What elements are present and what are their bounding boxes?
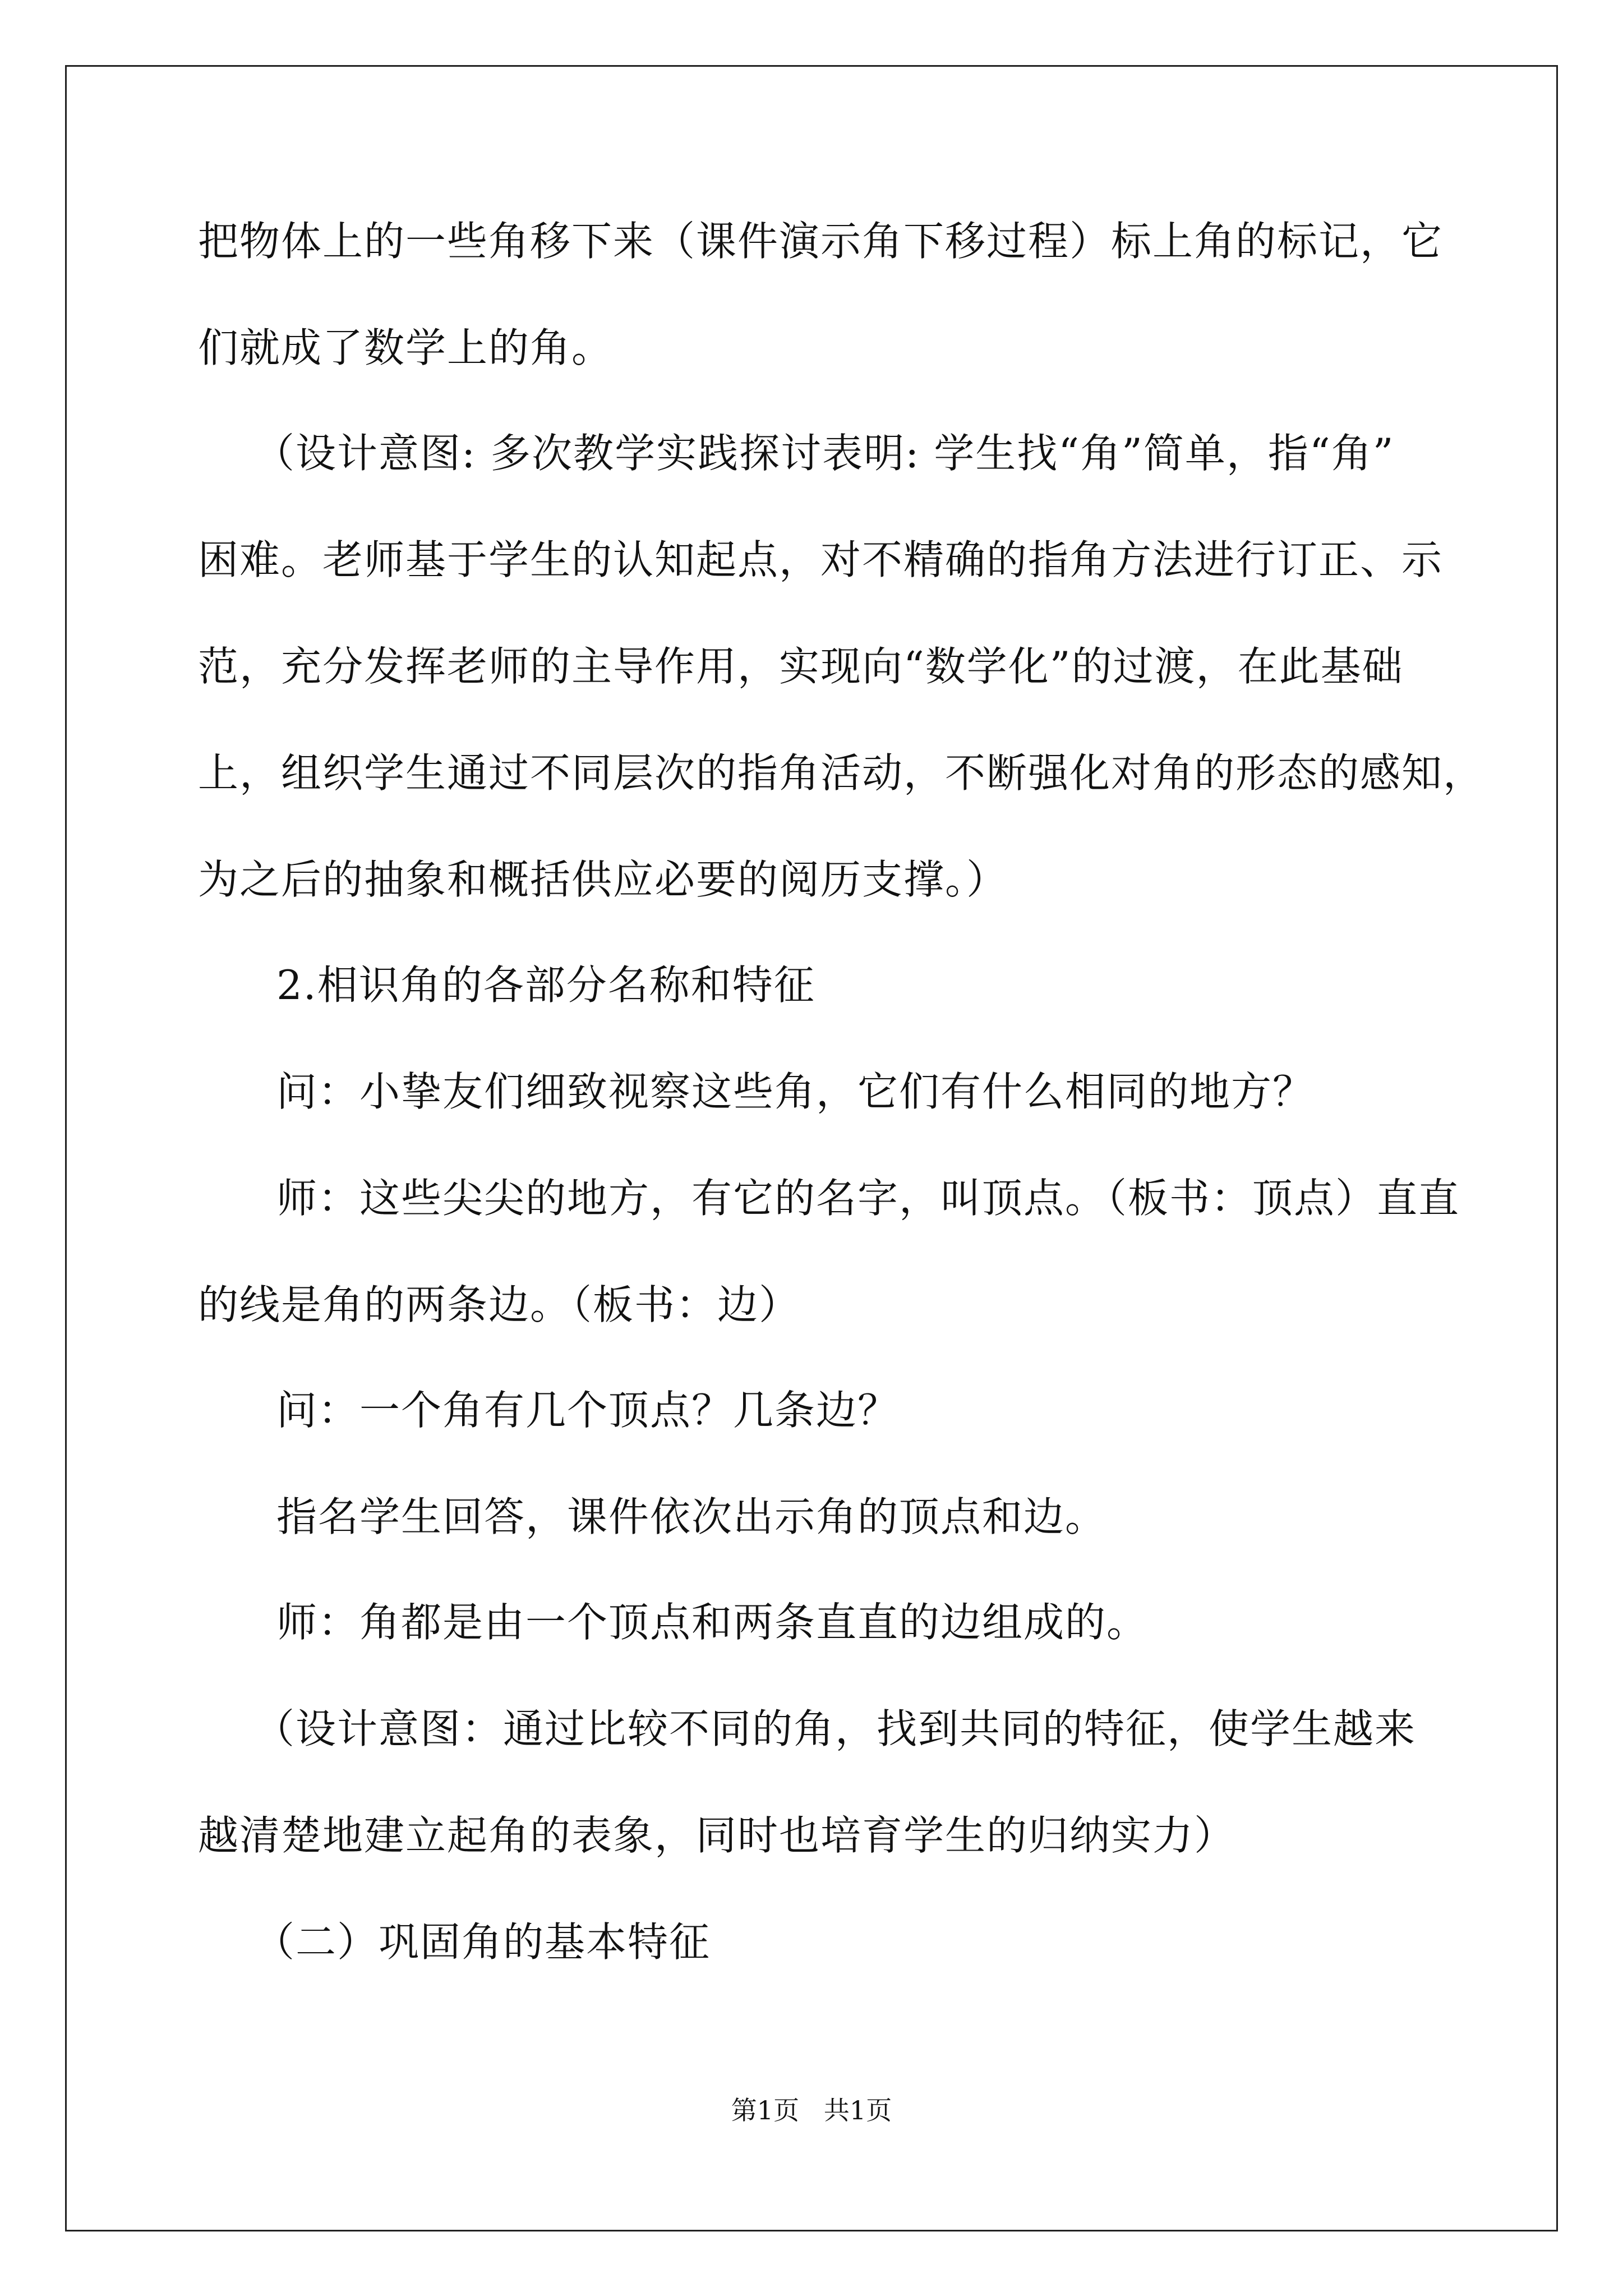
text-line: 越清楚地建立起角的表象，同时也培育学生的归纳实力） xyxy=(198,1812,1236,1859)
section-heading: 2.相识角的各部分名称和特征 xyxy=(276,961,815,1009)
page-border xyxy=(65,65,1558,2231)
text-line: 问：小挚友们细致视察这些角，它们有什么相同的地方？ xyxy=(276,1068,1315,1115)
text-line: 师：这些尖尖的地方，有它的名字，叫顶点。（板书：顶点）直直 xyxy=(276,1175,1460,1222)
text-line: 困难。老师基于学生的认知起点，对不精确的指角方法进行订正、示 xyxy=(198,536,1444,583)
text-line: 范，充分发挥老师的主导作用，实现向“数学化”的过渡，在此基础 xyxy=(198,643,1404,690)
text-line: （设计意图: 多次教学实践探讨表明: 学生找“角”简单，指“角” xyxy=(254,430,1395,477)
text-line: 师：角都是由一个顶点和两条直直的边组成的。 xyxy=(276,1599,1149,1646)
text-line: 们就成了数学上的角。 xyxy=(198,324,614,371)
text-line: 为之后的抽象和概括供应必要的阅历支撑。） xyxy=(198,856,1008,903)
text-line: 指名学生回答，课件依次出示角的顶点和边。 xyxy=(276,1493,1107,1540)
text-line: 上，组织学生通过不同层次的指角活动，不断强化对角的形态的感知， xyxy=(198,749,1485,797)
section-heading: （二）巩固角的基本特征 xyxy=(254,1918,711,1966)
page-footer: 第1页 共1页 xyxy=(731,2095,892,2125)
text-line: 问：一个角有几个顶点？几条边？ xyxy=(276,1387,900,1434)
text-line: （设计意图：通过比较不同的角，找到共同的特征，使学生越来 xyxy=(254,1705,1417,1752)
text-line: 把物体上的一些角移下来（课件演示角下移过程）标上角的标记，它 xyxy=(198,218,1444,265)
text-line: 的线是角的两条边。（板书：边） xyxy=(198,1281,801,1328)
